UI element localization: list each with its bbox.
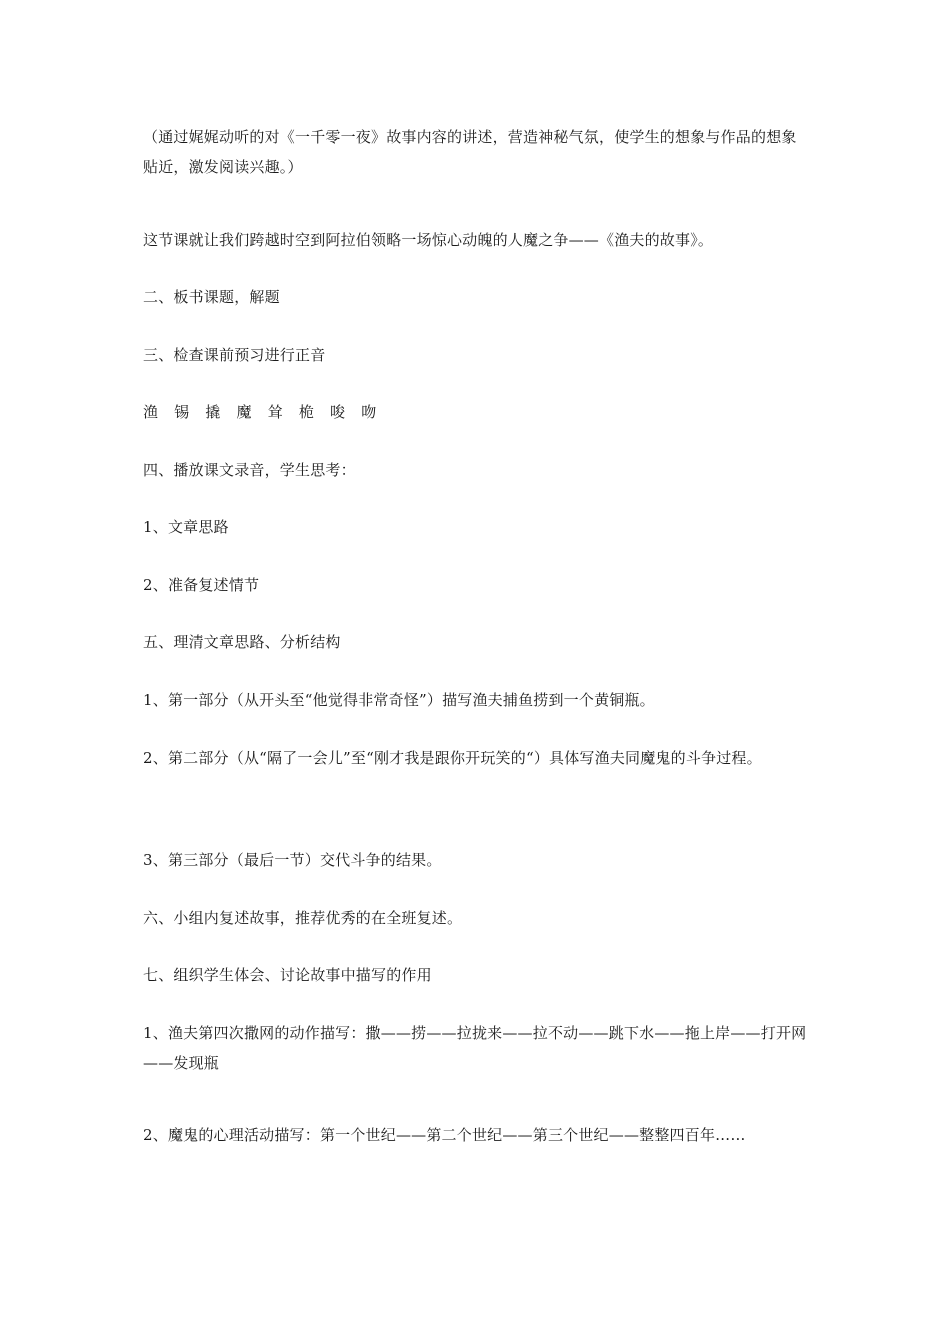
intro-transition-paragraph: 这节课就让我们跨越时空到阿拉伯领略一场惊心动魄的人魔之争——《渔夫的故事》。 bbox=[143, 231, 714, 249]
list-item: 2、准备复述情节 bbox=[143, 576, 260, 594]
pronunciation-char: 撬 bbox=[205, 403, 221, 421]
list-item: 1、渔夫第四次撒网的动作描写：撒——捞——拉拢来——拉不动——跳下水——拖上岸——打开网——发现瓶 bbox=[143, 1024, 807, 1072]
section-heading-2: 二、板书课题，解题 bbox=[143, 288, 280, 306]
pronunciation-characters bbox=[143, 397, 809, 427]
intro-note-paragraph: （通过娓娓动听的对《一千零一夜》故事内容的讲述，营造神秘气氛，使学生的想象与作品的想象贴近，激发阅读兴趣。） bbox=[143, 128, 797, 176]
section-heading-4: 四、播放课文录音，学生思考： bbox=[143, 461, 356, 479]
list-item: 3、第三部分（最后一节）交代斗争的结果。 bbox=[143, 851, 442, 869]
list-item: 1、文章思路 bbox=[143, 518, 229, 536]
pronunciation-char: 魔 bbox=[236, 403, 252, 421]
section-heading-7: 七、组织学生体会、讨论故事中描写的作用 bbox=[143, 966, 432, 984]
section-heading-3: 三、检查课前预习进行正音 bbox=[143, 346, 326, 364]
pronunciation-char: 锡 bbox=[174, 403, 190, 421]
list-item: 2、第二部分（从“隔了一会儿”至“刚才我是跟你开玩笑的“）具体写渔夫同魔鬼的斗争过程。 bbox=[143, 749, 762, 767]
list-item: 2、魔鬼的心理活动描写：第一个世纪——第二个世纪——第三个世纪——整整四百年…… bbox=[143, 1126, 746, 1144]
list-item: 1、第一部分（从开头至“他觉得非常奇怪”）描写渔夫捕鱼捞到一个黄铜瓶。 bbox=[143, 691, 655, 709]
pronunciation-char: 渔 bbox=[143, 403, 159, 421]
pronunciation-char: 吻 bbox=[361, 403, 377, 421]
section-heading-5: 五、理清文章思路、分析结构 bbox=[143, 633, 341, 651]
section-heading-6: 六、小组内复述故事，推荐优秀的在全班复述。 bbox=[143, 909, 463, 927]
pronunciation-char: 耸 bbox=[267, 403, 283, 421]
pronunciation-char: 桅 bbox=[298, 403, 315, 421]
pronunciation-char: 唆 bbox=[330, 403, 346, 421]
